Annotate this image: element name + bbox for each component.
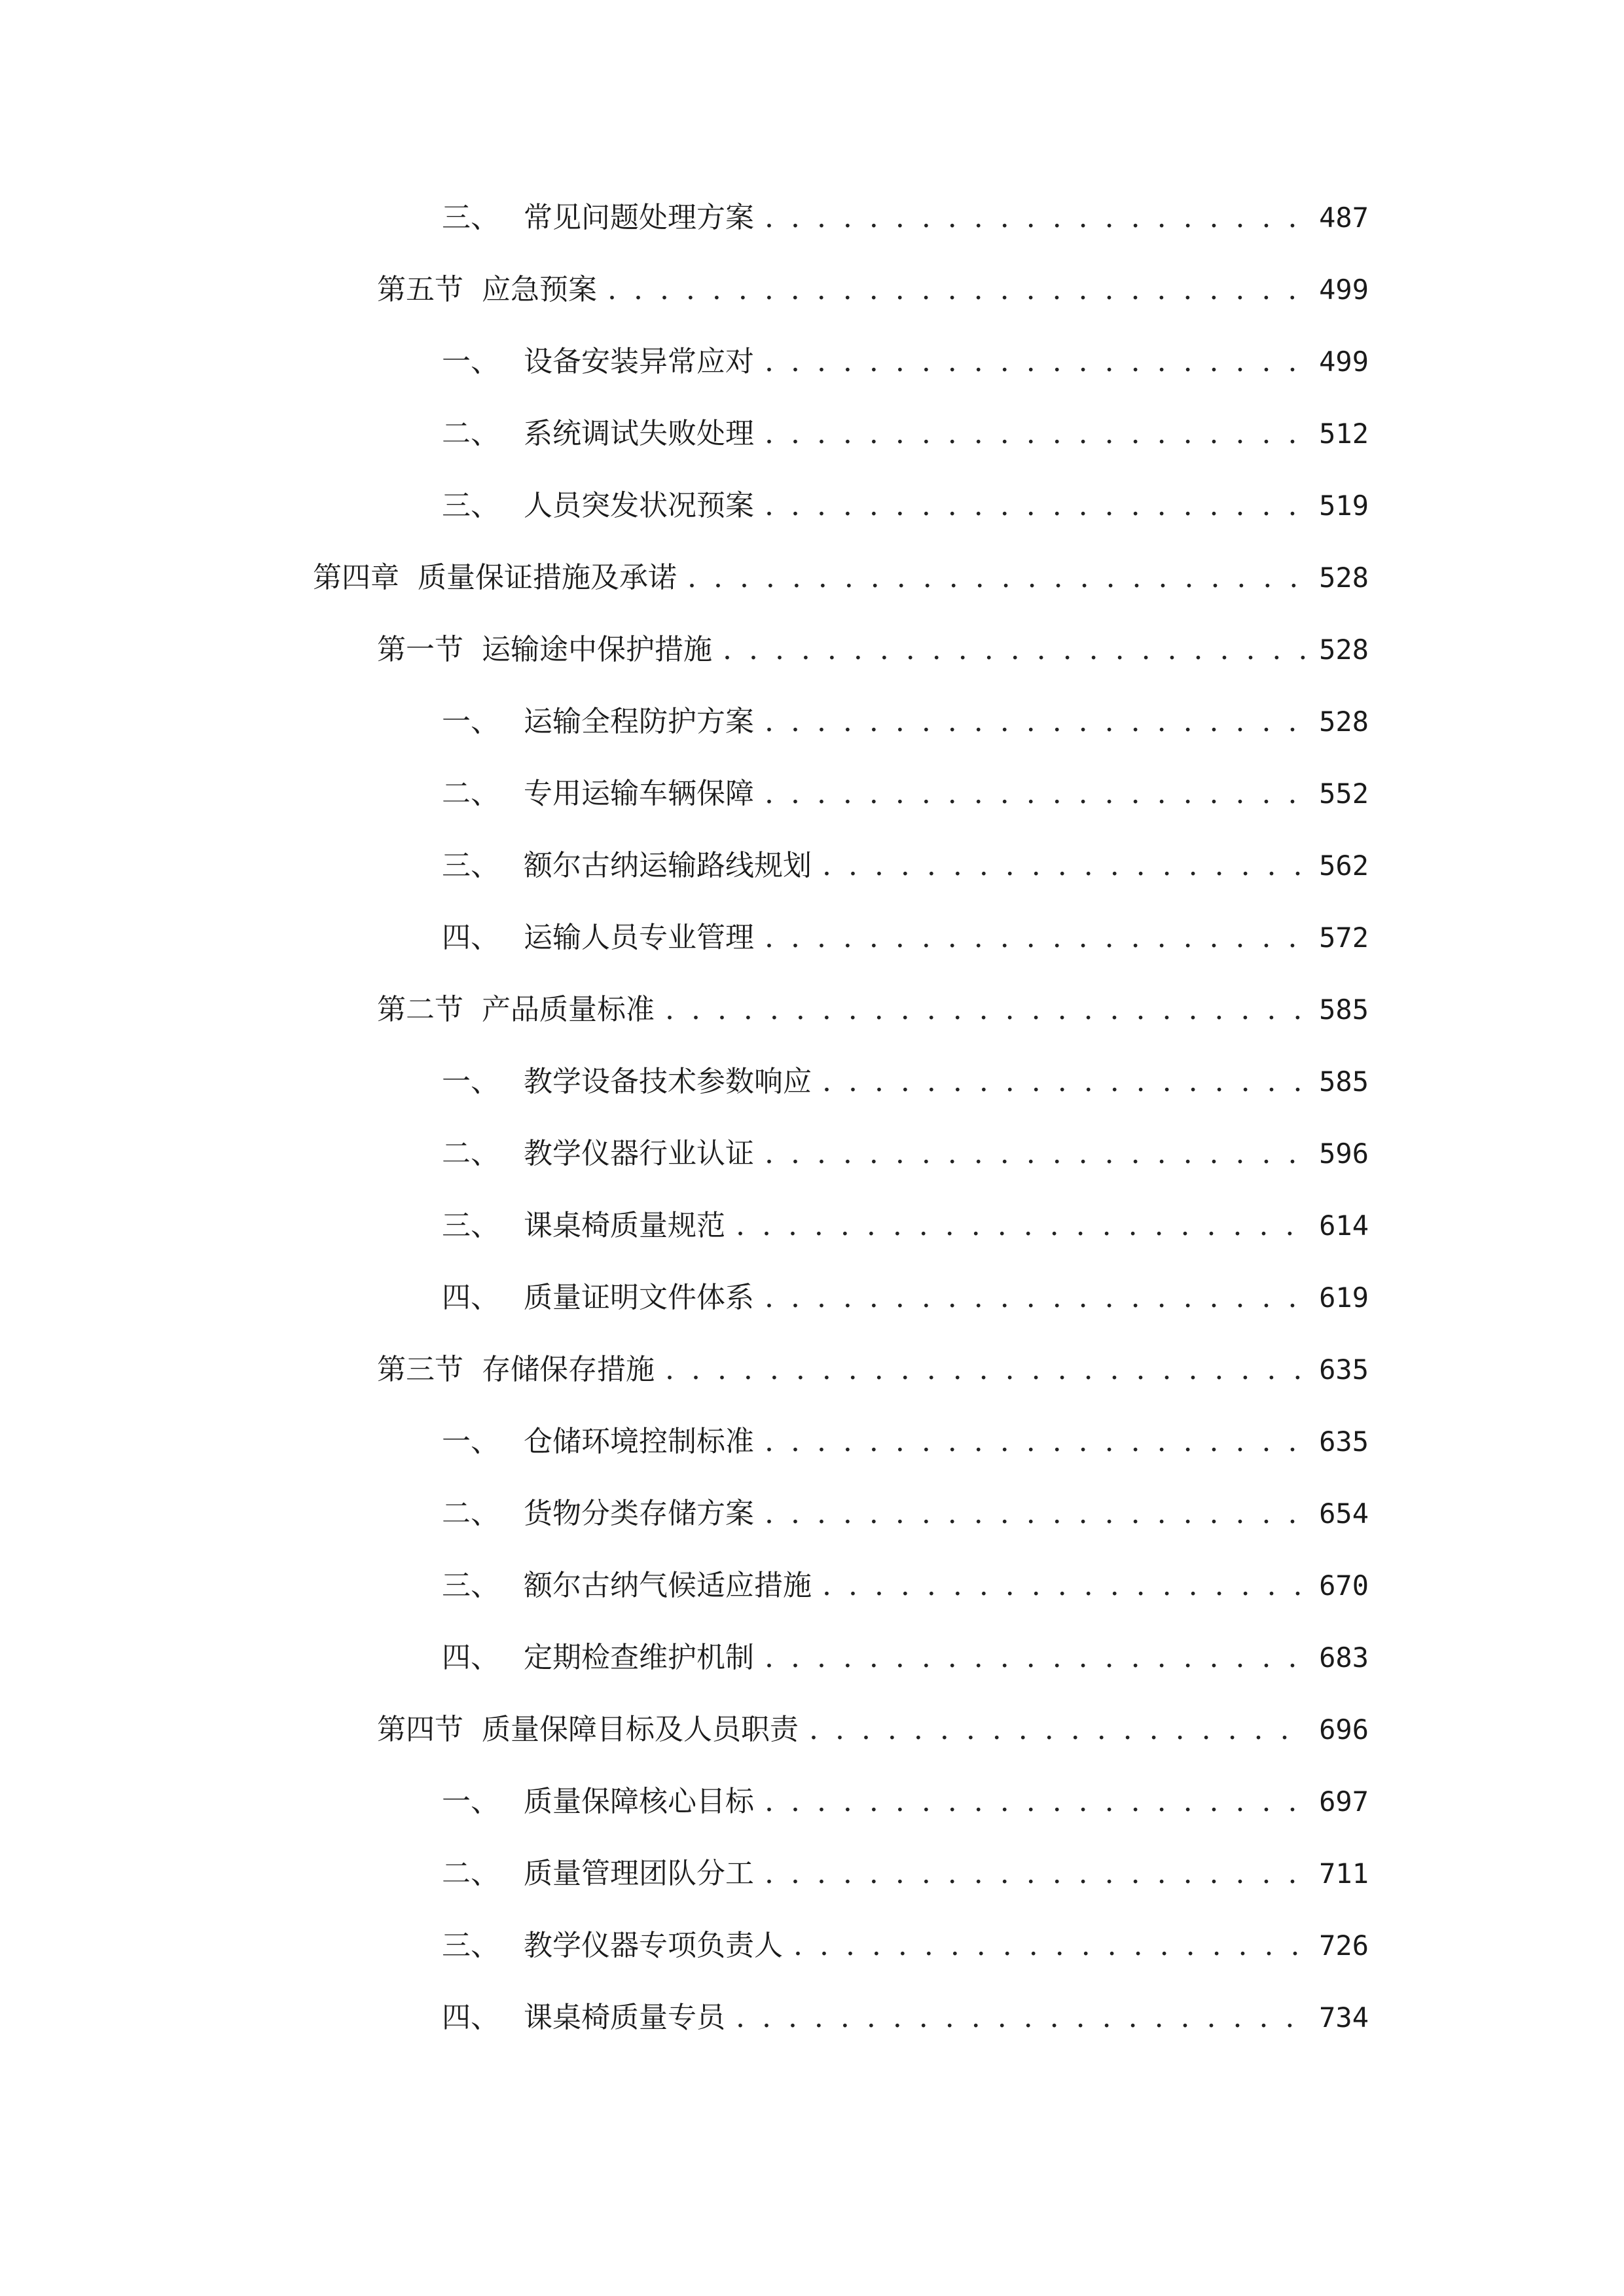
toc-entry-number: 第三节 (377, 1353, 463, 1386)
toc-entry-page: 562 (1319, 850, 1369, 882)
toc-entry-title: 额尔古纳气候适应措施 (524, 1569, 812, 1602)
dot-leader (736, 1203, 1307, 1249)
toc-entry[interactable] (377, 1347, 1369, 1393)
dot-leader (665, 987, 1307, 1033)
toc-entry-page: 487 (1319, 202, 1369, 234)
toc-entry-number: 一、 (442, 345, 499, 378)
dot-leader (765, 1851, 1307, 1897)
toc-entry-page: 619 (1319, 1282, 1369, 1314)
toc-entry-number: 四、 (442, 2001, 499, 2034)
dot-leader (765, 771, 1307, 817)
toc-entry[interactable] (442, 1635, 1369, 1681)
toc-entry-title: 额尔古纳运输路线规划 (524, 849, 812, 882)
dot-leader (765, 1131, 1307, 1177)
toc-entry-title: 质量管理团队分工 (524, 1857, 754, 1890)
toc-entry[interactable] (442, 195, 1369, 241)
toc-entry-number: 第一节 (377, 633, 463, 666)
dot-leader (765, 195, 1307, 241)
toc-entry[interactable] (442, 1923, 1369, 1969)
toc-entry[interactable] (377, 267, 1369, 313)
dot-leader (765, 1419, 1307, 1465)
toc-entry-page: 528 (1319, 706, 1369, 738)
toc-entry[interactable] (442, 1275, 1369, 1321)
toc-entry-title: 存储保存措施 (482, 1353, 655, 1386)
toc-entry-page: 726 (1319, 1929, 1369, 1962)
toc-entry[interactable] (442, 1059, 1369, 1105)
toc-entry[interactable] (442, 1491, 1369, 1537)
toc-entry-page: 683 (1319, 1641, 1369, 1674)
toc-entry-number: 一、 (442, 705, 499, 738)
toc-entry-title: 人员突发状况预案 (524, 489, 754, 522)
dot-leader (765, 1779, 1307, 1825)
toc-entry-title: 质量保障核心目标 (524, 1785, 754, 1818)
toc-entry-number: 第二节 (377, 993, 463, 1026)
toc-entry[interactable] (442, 339, 1369, 385)
toc-entry-title: 运输人员专业管理 (524, 921, 754, 954)
toc-entry[interactable] (442, 843, 1369, 889)
dot-leader (765, 411, 1307, 457)
toc-entry-number: 三、 (442, 201, 499, 234)
toc-entry-number: 三、 (442, 1569, 499, 1602)
dot-leader (665, 1347, 1307, 1393)
toc-entry-number: 一、 (442, 1065, 499, 1098)
toc-entry-page: 697 (1319, 1785, 1369, 1818)
toc-entry-title: 运输途中保护措施 (482, 633, 712, 666)
toc-entry-title: 定期检查维护机制 (524, 1641, 754, 1674)
dot-leader (765, 1635, 1307, 1681)
toc-entry[interactable] (377, 627, 1369, 673)
toc-entry[interactable] (442, 771, 1369, 817)
toc-entry-page: 512 (1319, 418, 1369, 450)
toc-entry-number: 二、 (442, 417, 499, 450)
toc-entry-number: 一、 (442, 1425, 499, 1458)
toc-entry-page: 614 (1319, 1210, 1369, 1242)
toc-entry-page: 528 (1319, 634, 1369, 666)
toc-entry-page: 585 (1319, 994, 1369, 1026)
toc-entry[interactable] (313, 555, 1369, 601)
toc-entry[interactable] (442, 1419, 1369, 1465)
toc-entry[interactable] (442, 1203, 1369, 1249)
toc-entry-title: 质量证明文件体系 (524, 1281, 754, 1314)
dot-leader (687, 555, 1307, 601)
toc-entry[interactable] (442, 1563, 1369, 1609)
toc-entry-page: 654 (1319, 1498, 1369, 1530)
toc-entry-title: 课桌椅质量规范 (524, 1209, 725, 1242)
toc-entry-number: 第四节 (377, 1713, 463, 1746)
toc-entry[interactable] (442, 1995, 1369, 2041)
toc-entry-title: 教学设备技术参数响应 (524, 1065, 812, 1098)
dot-leader (736, 1995, 1307, 2041)
toc-entry-number: 第五节 (377, 273, 463, 306)
toc-entry-page: 519 (1319, 490, 1369, 522)
toc-entry-title: 教学仪器专项负责人 (524, 1929, 783, 1962)
toc-entry-number: 四、 (442, 1641, 499, 1674)
toc-entry-number: 一、 (442, 1785, 499, 1818)
toc-entry-page: 552 (1319, 778, 1369, 810)
dot-leader (765, 699, 1307, 745)
toc-entry-title: 质量保障目标及人员职责 (482, 1713, 799, 1746)
toc-entry-title: 设备安装异常应对 (524, 345, 754, 378)
toc-entry[interactable] (442, 1851, 1369, 1897)
toc-entry-number: 三、 (442, 1929, 499, 1962)
dot-leader (607, 267, 1307, 313)
dot-leader (765, 1491, 1307, 1537)
dot-leader (793, 1923, 1307, 1969)
toc-entry[interactable] (442, 1779, 1369, 1825)
toc-entry-page: 734 (1319, 2001, 1369, 2034)
toc-entry-title: 货物分类存储方案 (524, 1497, 754, 1530)
toc-entry-title: 运输全程防护方案 (524, 705, 754, 738)
toc-entry-number: 三、 (442, 1209, 499, 1242)
dot-leader (765, 339, 1307, 385)
toc-entry[interactable] (442, 411, 1369, 457)
toc-entry[interactable] (442, 483, 1369, 529)
toc-entry-number: 第四章 (313, 561, 399, 594)
toc-entry-page: 499 (1319, 274, 1369, 306)
toc-entry-page: 585 (1319, 1066, 1369, 1098)
toc-entry-page: 696 (1319, 1713, 1369, 1746)
toc-entry-page: 499 (1319, 346, 1369, 378)
toc-entry[interactable] (442, 915, 1369, 961)
toc-entry-number: 四、 (442, 1281, 499, 1314)
toc-entry-title: 系统调试失败处理 (524, 417, 754, 450)
toc-entry-page: 528 (1319, 562, 1369, 594)
toc-entry[interactable] (377, 1707, 1369, 1753)
toc-entry-number: 二、 (442, 1137, 499, 1170)
toc-entry[interactable] (377, 987, 1369, 1033)
toc-entry-page: 635 (1319, 1426, 1369, 1458)
toc-entry-title: 仓储环境控制标准 (524, 1425, 754, 1458)
toc-entry-number: 二、 (442, 1857, 499, 1890)
toc-entry-page: 635 (1319, 1354, 1369, 1386)
toc-entry-title: 课桌椅质量专员 (524, 2001, 725, 2034)
dot-leader (822, 1059, 1307, 1105)
dot-leader (822, 1563, 1307, 1609)
dot-leader (765, 483, 1307, 529)
toc-entry-title: 产品质量标准 (482, 993, 655, 1026)
dot-leader (822, 843, 1307, 889)
toc-entry-page: 670 (1319, 1570, 1369, 1602)
toc-entry-number: 四、 (442, 921, 499, 954)
toc-entry-number: 二、 (442, 777, 499, 810)
toc-entry-page: 711 (1319, 1857, 1369, 1890)
dot-leader (723, 627, 1307, 673)
toc-entry-title: 应急预案 (482, 273, 597, 306)
toc-entry-page: 596 (1319, 1138, 1369, 1170)
toc-entry-title: 教学仪器行业认证 (524, 1137, 754, 1170)
toc-entry-title: 常见问题处理方案 (524, 201, 754, 234)
toc-entry[interactable] (442, 1131, 1369, 1177)
dot-leader (765, 915, 1307, 961)
toc-entry-page: 572 (1319, 922, 1369, 954)
toc-entry[interactable] (442, 699, 1369, 745)
toc-entry-title: 专用运输车辆保障 (524, 777, 754, 810)
toc-entry-title: 质量保证措施及承诺 (418, 561, 677, 594)
toc-entry-number: 三、 (442, 849, 499, 882)
toc-entry-number: 三、 (442, 489, 499, 522)
dot-leader (765, 1275, 1307, 1321)
dot-leader (809, 1707, 1307, 1753)
toc-entry-number: 二、 (442, 1497, 499, 1530)
